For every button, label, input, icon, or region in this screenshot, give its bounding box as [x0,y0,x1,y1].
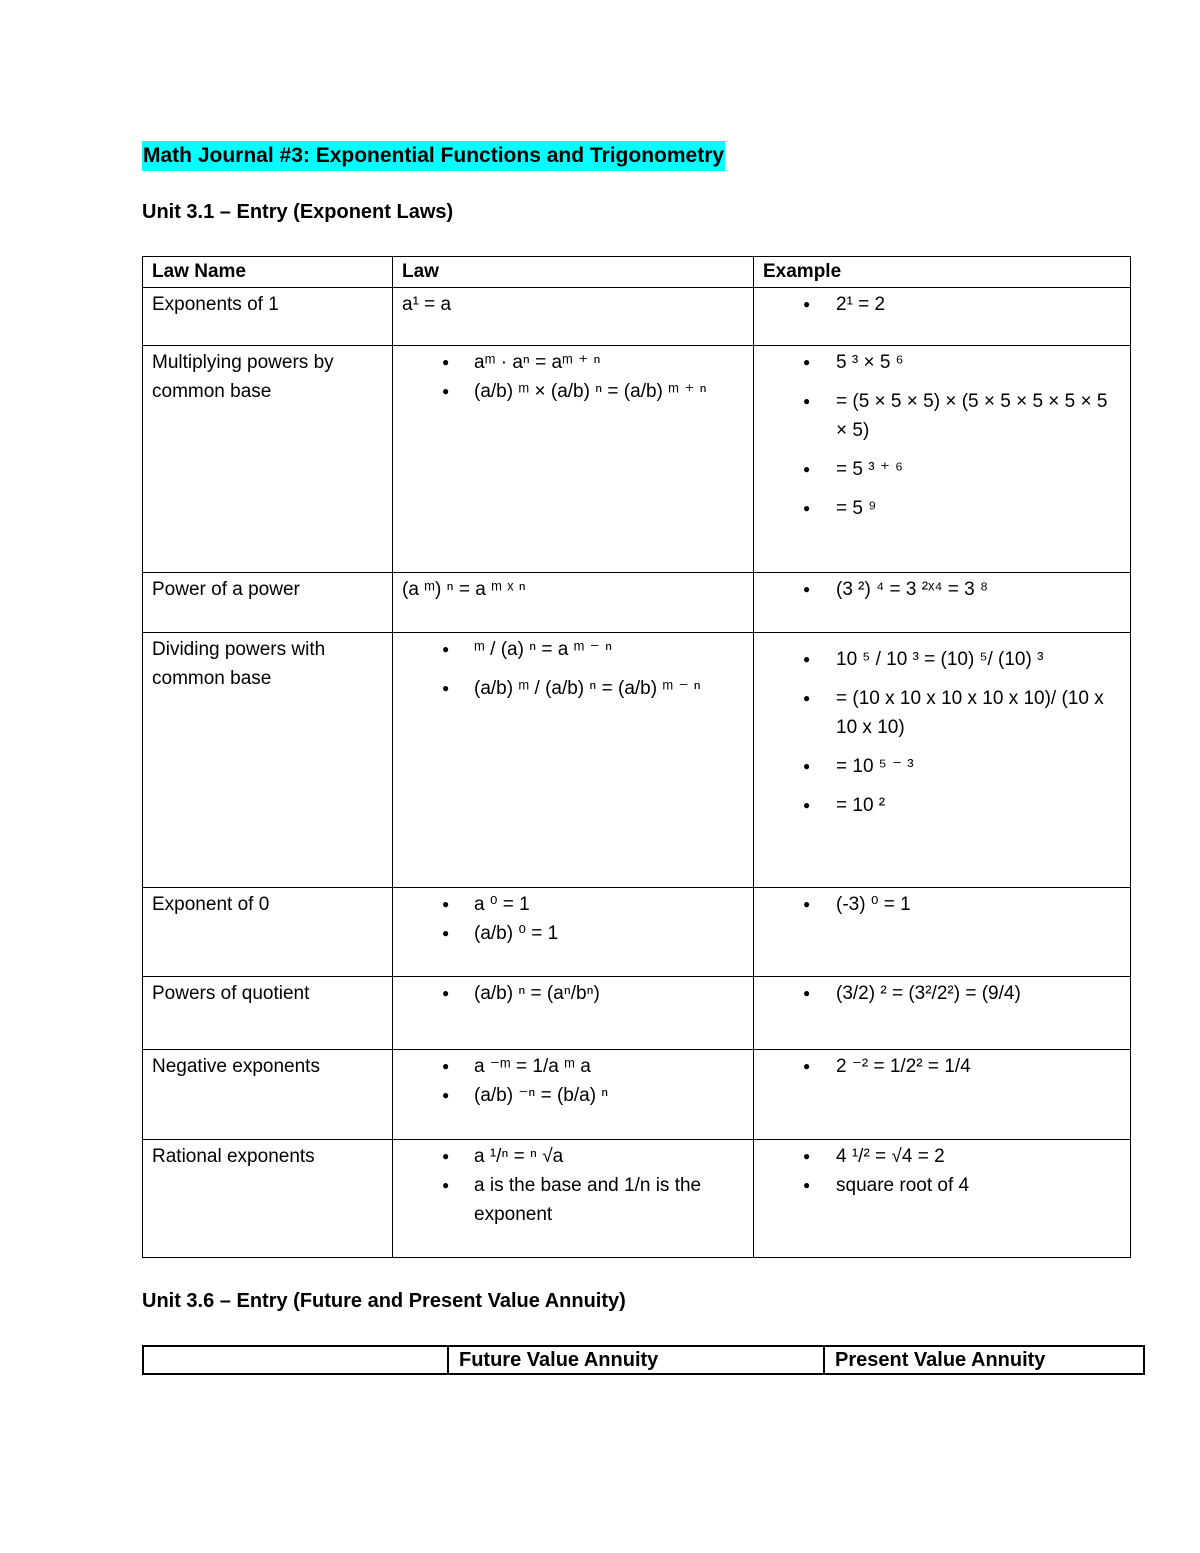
example-cell [754,888,1131,977]
list-item: ● (-3) ⁰ = 1 [763,890,1121,919]
unit-3-6-heading: Unit 3.6 – Entry (Future and Present Value Annuity) [142,1290,626,1312]
list-item: ● 2¹ = 2 [763,290,1121,319]
table-row [143,288,1131,346]
list-item: ● = 10 ⁵ ⁻ ³ [763,752,1121,781]
law-cell [393,1140,754,1258]
list-item: ● = (10 x 10 x 10 x 10 x 10)/ (10 x 10 x 10) [763,684,1121,742]
table-row [143,1140,1131,1258]
example-cell [754,1050,1131,1140]
law-text: (a ᵐ) ⁿ = a ᵐ ˣ ⁿ [402,579,526,600]
law-cell [393,977,754,1050]
table-row [143,1050,1131,1140]
column-header: Law Name [143,257,393,288]
list-item: ● (a/b) ᵐ × (a/b) ⁿ = (a/b) ᵐ ⁺ ⁿ [402,377,744,406]
law-name: Powers of quotient [143,977,393,1050]
list-item: ● (3 ²) ⁴ = 3 ²ˣ⁴ = 3 ⁸ [763,575,1121,604]
list-item: ● (a/b) ⁿ = (aⁿ/bⁿ) [402,979,744,1008]
list-item: ● a ⁻ᵐ = 1/a ᵐ a [402,1052,744,1081]
table-row [143,977,1131,1050]
list-item: ● 5 ³ × 5 ⁶ [763,348,1121,377]
list-item: ● a ⁰ = 1 [402,890,744,919]
law-name: Negative exponents [143,1050,393,1140]
law-name: Dividing powers with common base [143,633,393,888]
list-item: ● (3/2) ² = (3²/2²) = (9/4) [763,979,1121,1008]
example-cell [754,288,1131,346]
list-item: ● (a/b) ⁰ = 1 [402,919,744,948]
list-item: ● = 5 ⁹ [763,494,1121,523]
list-item: ● = (5 × 5 × 5) × (5 × 5 × 5 × 5 × 5 × 5) [763,387,1121,445]
example-cell [754,977,1131,1050]
list-item: ● aᵐ · aⁿ = aᵐ ⁺ ⁿ [402,348,744,377]
list-item: ● a is the base and 1/n is the exponent [402,1171,744,1229]
list-item: ● 4 ¹/² = √4 = 2 [763,1142,1121,1171]
page-title: Math Journal #3: Exponential Functions and Trigonometry [142,141,725,171]
law-name: Multiplying powers by common base [143,346,393,573]
law-cell [393,288,754,346]
column-header: Example [754,257,1131,288]
law-text: a¹ = a [402,294,452,315]
example-cell [754,346,1131,573]
column-header: Law [393,257,754,288]
list-item: ● (a/b) ⁻ⁿ = (b/a) ⁿ [402,1081,744,1110]
law-cell [393,888,754,977]
exponent-laws-table [142,256,1131,1258]
annuity-table [142,1345,1145,1375]
list-item: ● ᵐ / (a) ⁿ = a ᵐ ⁻ ⁿ [402,635,744,664]
list-item: ● 10 ⁵ / 10 ³ = (10) ⁵/ (10) ³ [763,645,1121,674]
law-cell [393,1050,754,1140]
law-cell [393,633,754,888]
law-name: Rational exponents [143,1140,393,1258]
column-header: Future Value Annuity [448,1346,824,1374]
example-cell [754,1140,1131,1258]
list-item: ● square root of 4 [763,1171,1121,1200]
table-row [143,346,1131,573]
column-header [143,1346,448,1374]
list-item: ● = 10 ² [763,791,1121,820]
law-cell [393,346,754,573]
unit-3-1-heading: Unit 3.1 – Entry (Exponent Laws) [142,201,454,223]
list-item: ● = 5 ³ ⁺ ⁶ [763,455,1121,484]
law-name: Power of a power [143,573,393,633]
law-cell [393,573,754,633]
table-header-row [143,1346,1144,1374]
table-row [143,633,1131,888]
list-item: ● (a/b) ᵐ / (a/b) ⁿ = (a/b) ᵐ ⁻ ⁿ [402,674,744,703]
table-header-row [143,257,1131,288]
law-name: Exponent of 0 [143,888,393,977]
list-item: ● 2 ⁻² = 1/2² = 1/4 [763,1052,1121,1081]
list-item: ● a ¹/ⁿ = ⁿ √a [402,1142,744,1171]
law-name: Exponents of 1 [143,288,393,346]
example-cell [754,633,1131,888]
table-row [143,573,1131,633]
table-row [143,888,1131,977]
example-cell [754,573,1131,633]
column-header: Present Value Annuity [824,1346,1144,1374]
